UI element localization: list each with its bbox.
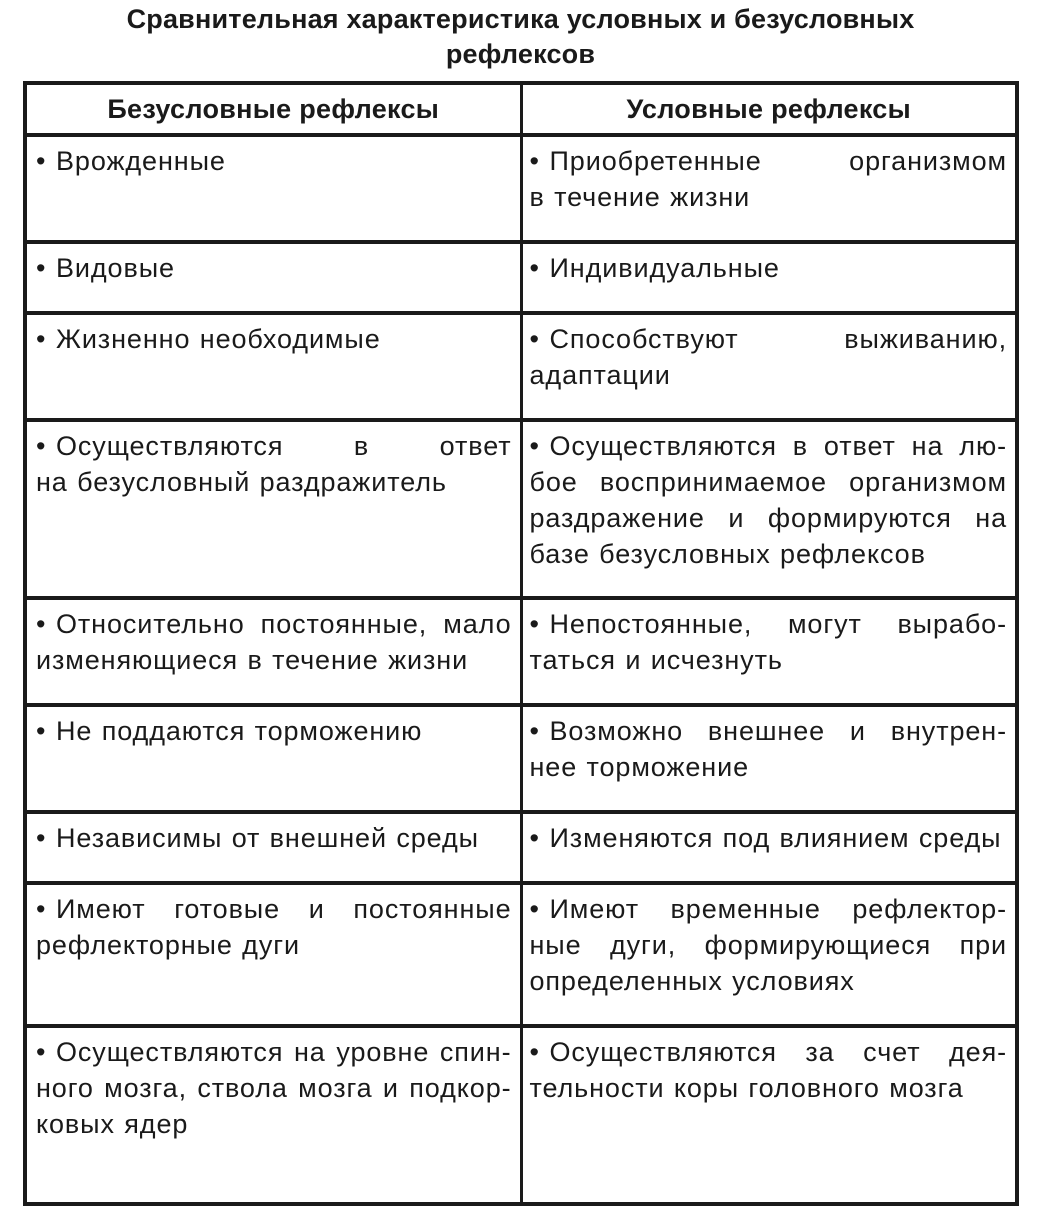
bullet-icon: • (529, 609, 540, 639)
cell-text-line (530, 1034, 1008, 1070)
cell-text: рефлекторные дуги (36, 930, 300, 960)
cell-text-line (530, 179, 1008, 215)
cell-text: на безусловный раздражитель (36, 467, 447, 497)
cell-text: Изменяются под влиянием среды (549, 823, 1002, 853)
cell-conditioned (521, 812, 1017, 883)
bullet-icon: • (36, 324, 47, 354)
document-title (0, 2, 1041, 72)
cell-text-line (530, 642, 1008, 678)
cell-text-line (36, 820, 512, 856)
bullet-icon: • (529, 894, 540, 924)
table-row (25, 883, 1017, 1026)
cell-text: адаптации (529, 360, 671, 390)
bullet-icon: • (529, 146, 540, 176)
cell-text-line (530, 250, 1008, 286)
table-row (25, 705, 1017, 812)
table-row (25, 313, 1017, 420)
cell-text: Имеют готовые и постоянные (56, 894, 512, 924)
cell-conditioned (521, 1026, 1017, 1204)
table-row (25, 420, 1017, 598)
table-row (25, 242, 1017, 313)
cell-conditioned (521, 705, 1017, 812)
title-line-2: рефлексов (445, 39, 596, 69)
bullet-icon: • (529, 324, 540, 354)
bullet-icon: • (36, 1037, 47, 1067)
bullet-icon: • (529, 253, 540, 283)
cell-text: ного мозга, ствола мозга и подкор- (36, 1073, 512, 1103)
cell-text: Имеют временные рефлектор- (549, 894, 1007, 924)
cell-text: нее торможение (529, 752, 750, 782)
title-line-1: Сравнительная характеристика условных и безусловных (126, 4, 915, 34)
cell-text-line (36, 1034, 512, 1070)
cell-text-line (36, 143, 512, 179)
cell-text-line (36, 642, 512, 678)
cell-text: раздражение и формируются на (529, 503, 1007, 533)
header-conditioned: Условные рефлексы (521, 83, 1017, 135)
cell-unconditioned (25, 705, 521, 812)
cell-text: бое воспринимаемое организмом (529, 467, 1007, 497)
header-row (25, 83, 1017, 135)
cell-text-line (530, 749, 1008, 785)
cell-text: Осуществляются в ответ на лю- (549, 431, 1007, 461)
cell-text-line (36, 713, 512, 749)
bullet-icon: • (36, 146, 47, 176)
cell-text: Приобретенные организмом (549, 146, 1007, 176)
cell-unconditioned (25, 1026, 521, 1204)
cell-text-line (530, 536, 1008, 572)
cell-text-line (36, 321, 512, 357)
cell-unconditioned (25, 135, 521, 242)
bullet-icon: • (36, 716, 47, 746)
cell-unconditioned (25, 883, 521, 1026)
table-row (25, 812, 1017, 883)
bullet-icon: • (529, 716, 540, 746)
cell-text: в течение жизни (529, 182, 751, 212)
cell-text-line (530, 1070, 1008, 1106)
cell-text: Осуществляются за счет дея- (549, 1037, 1007, 1067)
cell-text: таться и исчезнуть (529, 645, 783, 675)
cell-text: Независимы от внешней среды (56, 823, 479, 853)
bullet-icon: • (529, 1037, 540, 1067)
cell-text-line (36, 464, 512, 500)
cell-text-line (36, 250, 512, 286)
cell-text-line (530, 606, 1008, 642)
bullet-icon: • (36, 609, 47, 639)
cell-conditioned (521, 883, 1017, 1026)
cell-text-line (530, 428, 1008, 464)
comparison-table (23, 81, 1019, 1206)
bullet-icon: • (36, 253, 47, 283)
cell-text-line (530, 143, 1008, 179)
table-body (25, 135, 1017, 1204)
cell-unconditioned (25, 242, 521, 313)
cell-text: Возможно внешнее и внутрен- (549, 716, 1007, 746)
cell-text-line (36, 891, 512, 927)
cell-text-line (530, 891, 1008, 927)
cell-text-line (530, 500, 1008, 536)
cell-conditioned (521, 242, 1017, 313)
cell-text: ковых ядер (36, 1109, 189, 1139)
bullet-icon: • (529, 823, 540, 853)
cell-text-line (530, 820, 1008, 856)
bullet-icon: • (36, 823, 47, 853)
cell-text: Осуществляются в ответ (56, 431, 512, 461)
cell-text: Относительно постоянные, мало (56, 609, 512, 639)
cell-text: Непостоянные, могут вырабо- (549, 609, 1007, 639)
cell-conditioned (521, 598, 1017, 705)
cell-text: Врожденные (56, 146, 226, 176)
cell-unconditioned (25, 420, 521, 598)
cell-text-line (530, 321, 1008, 357)
cell-unconditioned (25, 313, 521, 420)
cell-conditioned (521, 135, 1017, 242)
cell-text: тельности коры головного мозга (529, 1073, 964, 1103)
cell-text-line (530, 963, 1008, 999)
bullet-icon: • (36, 894, 47, 924)
cell-text: определенных условиях (529, 966, 855, 996)
cell-text: Индивидуальные (549, 253, 780, 283)
cell-text-line (530, 927, 1008, 963)
cell-text: ные дуги, формирующиеся при (529, 930, 1007, 960)
cell-text-line (530, 464, 1008, 500)
header-unconditioned: Безусловные рефлексы (25, 83, 521, 135)
cell-text-line (36, 1106, 512, 1142)
cell-text: Способствуют выживанию, (549, 324, 1007, 354)
table-row (25, 598, 1017, 705)
cell-text: Видовые (56, 253, 175, 283)
bullet-icon: • (529, 431, 540, 461)
cell-text: базе безусловных рефлексов (529, 539, 926, 569)
cell-text: Осуществляются на уровне спин- (56, 1037, 512, 1067)
table-row (25, 1026, 1017, 1204)
table-row (25, 135, 1017, 242)
cell-text-line (36, 428, 512, 464)
bullet-icon: • (36, 431, 47, 461)
cell-text-line (530, 713, 1008, 749)
cell-unconditioned (25, 598, 521, 705)
cell-text: Не поддаются торможению (56, 716, 423, 746)
cell-conditioned (521, 420, 1017, 598)
cell-text-line (36, 927, 512, 963)
cell-text-line (36, 1070, 512, 1106)
cell-text: изменяющиеся в течение жизни (36, 645, 469, 675)
cell-text-line (530, 357, 1008, 393)
cell-conditioned (521, 313, 1017, 420)
cell-text-line (36, 606, 512, 642)
cell-text: Жизненно необходимые (56, 324, 381, 354)
cell-unconditioned (25, 812, 521, 883)
